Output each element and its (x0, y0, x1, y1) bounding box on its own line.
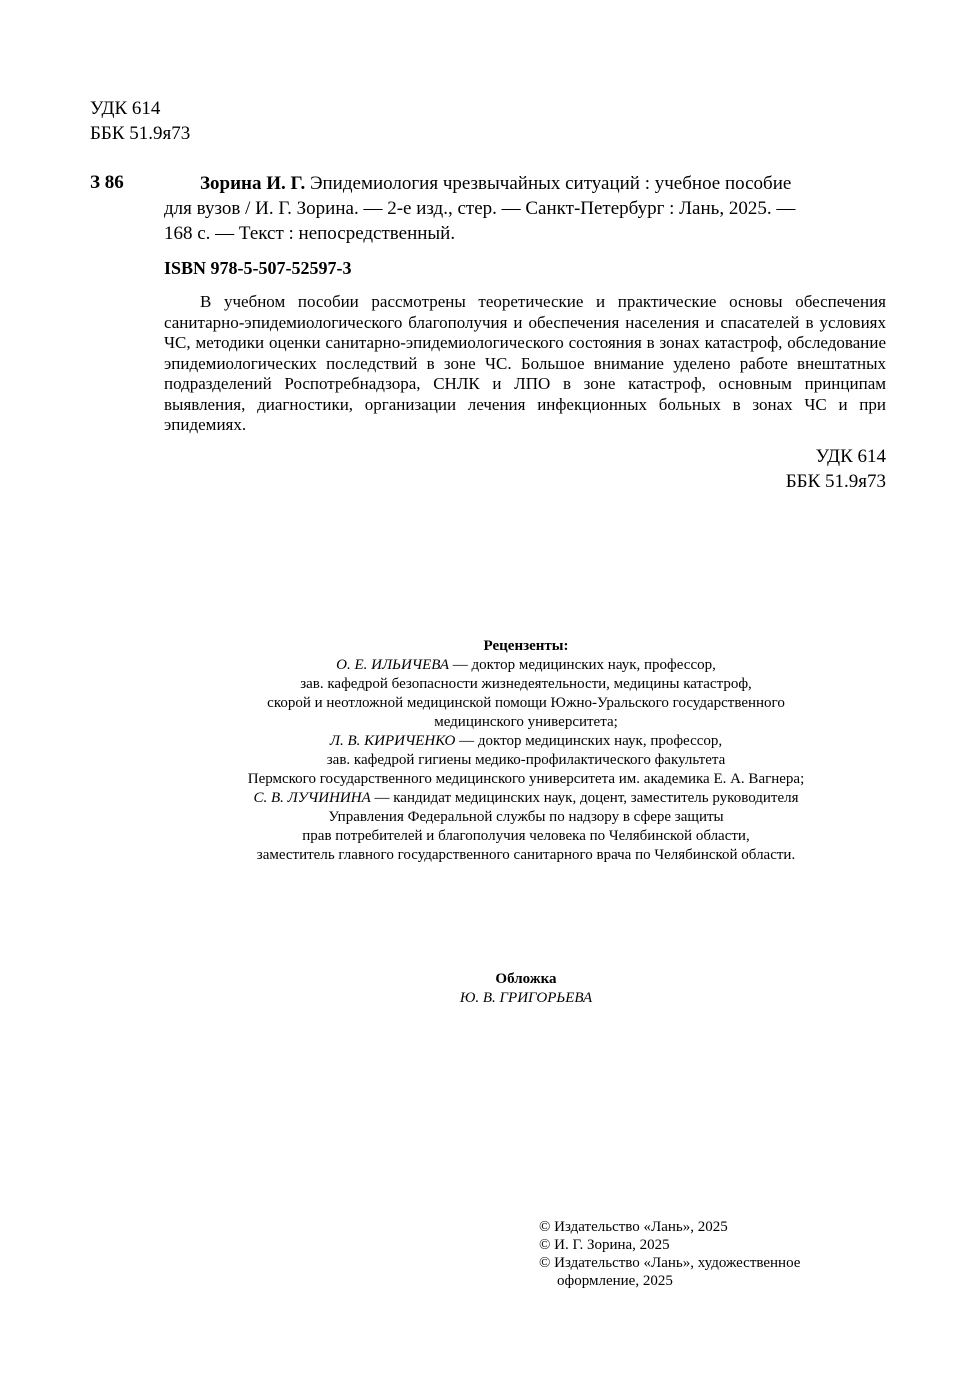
biblio-line-2: для вузов / И. Г. Зорина. — 2-е изд., стер. — Санкт-Петербург : Лань, 2025. — (164, 198, 796, 219)
author-sign: З 86 (90, 172, 124, 193)
reviewers-block (90, 637, 962, 865)
reviewer-3-line-4: заместитель главного государственного санитарного врача по Челябинской области. (256, 847, 796, 863)
reviewer-3-degree: — кандидат медицинских наук, доцент, заместитель руководителя (370, 790, 799, 806)
classification-block (786, 444, 886, 494)
reviewer-2-line-1 (90, 732, 962, 751)
bibliographic-record (164, 171, 886, 246)
biblio-line-1 (164, 171, 886, 196)
copyright-block (539, 1218, 800, 1290)
annotation: В учебном пособии рассмотрены теоретические и практические основы обеспечения санитарно-эпидемиологического благополучия и обеспечения населения и спасателей в условиях ЧС, методики оценки санитарно-эпидемиологического состояния в зонах катастроф, обследование эпидемиологических последствий в зоне ЧС. Большое внимание уделено работе внештатных подразделений Роспотребнадзора, СНЛК и ЛПО в зоне катастроф, основным принципам выявления, диагностики, организации лечения инфекционных больных в зонах ЧС и при эпидемиях. (164, 292, 886, 434)
copyright-publisher: © Издательство «Лань», 2025 (539, 1219, 728, 1235)
udk-bbk-header (90, 96, 190, 146)
bbk-code: ББК 51.9я73 (90, 123, 191, 144)
reviewer-2-degree: — доктор медицинских наук, профессор, (455, 733, 723, 749)
reviewer-3-line-1 (90, 789, 962, 808)
reviewer-1-line-1 (90, 656, 962, 675)
reviewer-3-name: С. В. ЛУЧИНИНА (253, 790, 371, 806)
cover-credit (90, 970, 962, 1008)
cover-label: Обложка (495, 971, 557, 987)
copyright-design: © Издательство «Лань», художественное (539, 1255, 801, 1271)
reviewer-3-line-2: Управления Федеральной службы по надзору в сфере защиты (328, 809, 724, 825)
reviewer-1-name: О. Е. ИЛЬИЧЕВА (336, 657, 450, 673)
reviewers-label: Рецензенты: (483, 638, 569, 654)
biblio-line-3: 168 с. — Текст : непосредственный. (164, 223, 456, 244)
reviewer-1-line-2: зав. кафедрой безопасности жизнедеятельности, медицины катастроф, (300, 676, 752, 692)
reviewer-2-line-2: зав. кафедрой гигиены медико-профилактического факультета (326, 752, 726, 768)
copyright-design-cont: оформление, 2025 (557, 1273, 673, 1289)
author-name: Зорина И. Г. (200, 173, 306, 194)
udk-code-right: УДК 614 (815, 446, 886, 467)
book-title: Эпидемиология чрезвычайных ситуаций : учебное пособие (305, 173, 792, 194)
bbk-code-right: ББК 51.9я73 (785, 471, 886, 492)
udk-code: УДК 614 (90, 98, 161, 119)
isbn: ISBN 978-5-507-52597-3 (164, 258, 352, 278)
reviewer-2-line-3: Пермского государственного медицинского университета им. академика Е. А. Вагнера; (247, 771, 805, 787)
reviewer-1-line-4: медицинского университета; (434, 714, 618, 730)
copyright-author: © И. Г. Зорина, 2025 (539, 1237, 670, 1253)
cover-designer: Ю. В. ГРИГОРЬЕВА (459, 990, 593, 1006)
reviewer-1-line-3: скорой и неотложной медицинской помощи Южно-Уральского государственного (267, 695, 785, 711)
reviewer-2-name: Л. В. КИРИЧЕНКО (329, 733, 456, 749)
reviewer-3-line-3: прав потребителей и благополучия человека по Челябинской области, (302, 828, 750, 844)
reviewer-1-degree: — доктор медицинских наук, профессор, (449, 657, 716, 673)
